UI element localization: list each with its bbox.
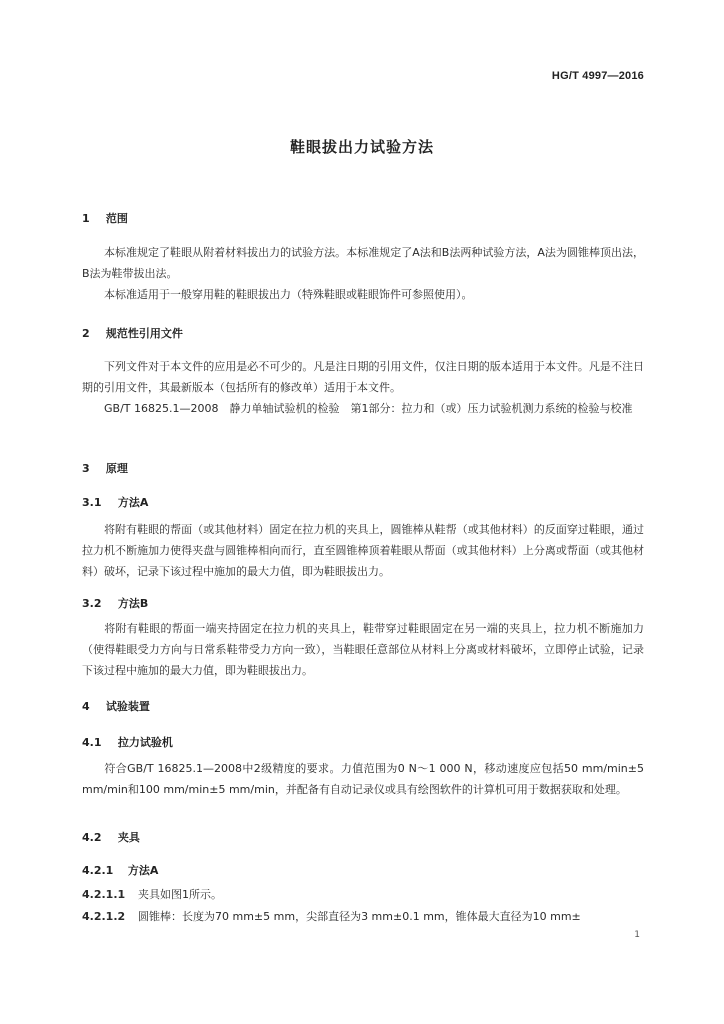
section-title: 范围 xyxy=(105,212,128,225)
clause-text: 夹具如图1所示。 xyxy=(138,888,222,901)
paragraph-text: 将附有鞋眼的帮面一端夹持固定在拉力机的夹具上，鞋带穿过鞋眼固定在另一端的夹具上，拉力机不断施加力（使得鞋眼受力方向与日常系鞋带受力方向一致），当鞋眼任意部位从材料上分离或材料破坏，立即停止试验，记录下该过程中施加的最大力值，即为鞋眼拔出力。 xyxy=(82,622,644,677)
paragraph-scope-1 xyxy=(82,242,644,284)
clause-number: 4.2.1.1 xyxy=(82,888,126,901)
section-number: 4.1 xyxy=(82,736,102,749)
section-title: 方法A xyxy=(127,864,159,877)
section-heading-2 xyxy=(82,325,183,341)
paragraph-text: 下列文件对于本文件的应用是必不可少的。凡是注日期的引用文件，仅注日期的版本适用于本文件。凡是不注日期的引用文件，其最新版本（包括所有的修改单）适用于本文件。 xyxy=(82,360,644,394)
section-title: 夹具 xyxy=(117,831,140,844)
section-heading-3-1 xyxy=(82,494,148,510)
section-heading-3 xyxy=(82,460,128,476)
section-heading-4-2-1 xyxy=(82,862,158,878)
paragraph-tensile-machine xyxy=(82,758,644,800)
paragraph-method-b xyxy=(82,618,644,681)
section-title: 方法A xyxy=(117,496,149,509)
section-number: 3.2 xyxy=(82,597,102,610)
paragraph-references-2 xyxy=(82,398,644,419)
paragraph-text: 符合GB/T 16825.1—2008中2级精度的要求。力值范围为0 N～1 000 N，移动速度应包括50 mm/min±5 mm/min和100 mm/min±5 mm/min，并配备有自动记录仪或具有绘图软件的计算机可用于数据获取和处理。 xyxy=(82,762,644,796)
section-title: 方法B xyxy=(117,597,149,610)
paragraph-method-a xyxy=(82,519,644,582)
section-title: 规范性引用文件 xyxy=(105,327,183,340)
page-number: 1 xyxy=(634,930,640,940)
clause-4-2-1-2 xyxy=(82,906,644,927)
section-number: 2 xyxy=(82,327,90,340)
paragraph-text: 本标准适用于一般穿用鞋的鞋眼拔出力（特殊鞋眼或鞋眼饰件可参照使用）。 xyxy=(104,288,473,301)
paragraph-references-1 xyxy=(82,356,644,398)
clause-text: 圆锥棒：长度为70 mm±5 mm，尖部直径为3 mm±0.1 mm，锥体最大直径为10 mm± xyxy=(138,910,581,923)
section-number: 1 xyxy=(82,212,90,225)
paragraph-scope-2 xyxy=(82,284,644,305)
clause-4-2-1-1 xyxy=(82,884,644,905)
section-number: 3.1 xyxy=(82,496,102,509)
section-number: 3 xyxy=(82,462,90,475)
paragraph-text: GB/T 16825.1—2008 静力单轴试验机的检验 第1部分：拉力和（或）压力试验机测力系统的检验与校准 xyxy=(104,402,633,415)
section-heading-4-2 xyxy=(82,829,140,845)
section-number: 4.2 xyxy=(82,831,102,844)
section-number: 4 xyxy=(82,700,90,713)
section-title: 原理 xyxy=(105,462,128,475)
section-heading-3-2 xyxy=(82,595,148,611)
paragraph-text: 本标准规定了鞋眼从附着材料拔出力的试验方法。本标准规定了A法和B法两种试验方法，A法为圆锥棒顶出法，B法为鞋带拔出法。 xyxy=(82,246,644,280)
section-title: 拉力试验机 xyxy=(117,736,173,749)
section-heading-1 xyxy=(82,210,128,226)
section-heading-4-1 xyxy=(82,734,173,750)
section-number: 4.2.1 xyxy=(82,864,114,877)
section-title: 试验装置 xyxy=(105,700,150,713)
clause-number: 4.2.1.2 xyxy=(82,910,126,923)
document-title: 鞋眼拔出力试验方法 xyxy=(289,138,434,156)
paragraph-text: 将附有鞋眼的帮面（或其他材料）固定在拉力机的夹具上，圆锥棒从鞋帮（或其他材料）的反面穿过鞋眼，通过拉力机不断施加力使得夹盘与圆锥棒相向而行，直至圆锥棒顶着鞋眼从帮面（或其他材料）上分离或帮面（或其他材料）破坏，记录下该过程中施加的最大力值，即为鞋眼拔出力。 xyxy=(82,523,644,578)
standard-code: HG/T 4997—2016 xyxy=(551,70,644,82)
section-heading-4 xyxy=(82,698,150,714)
